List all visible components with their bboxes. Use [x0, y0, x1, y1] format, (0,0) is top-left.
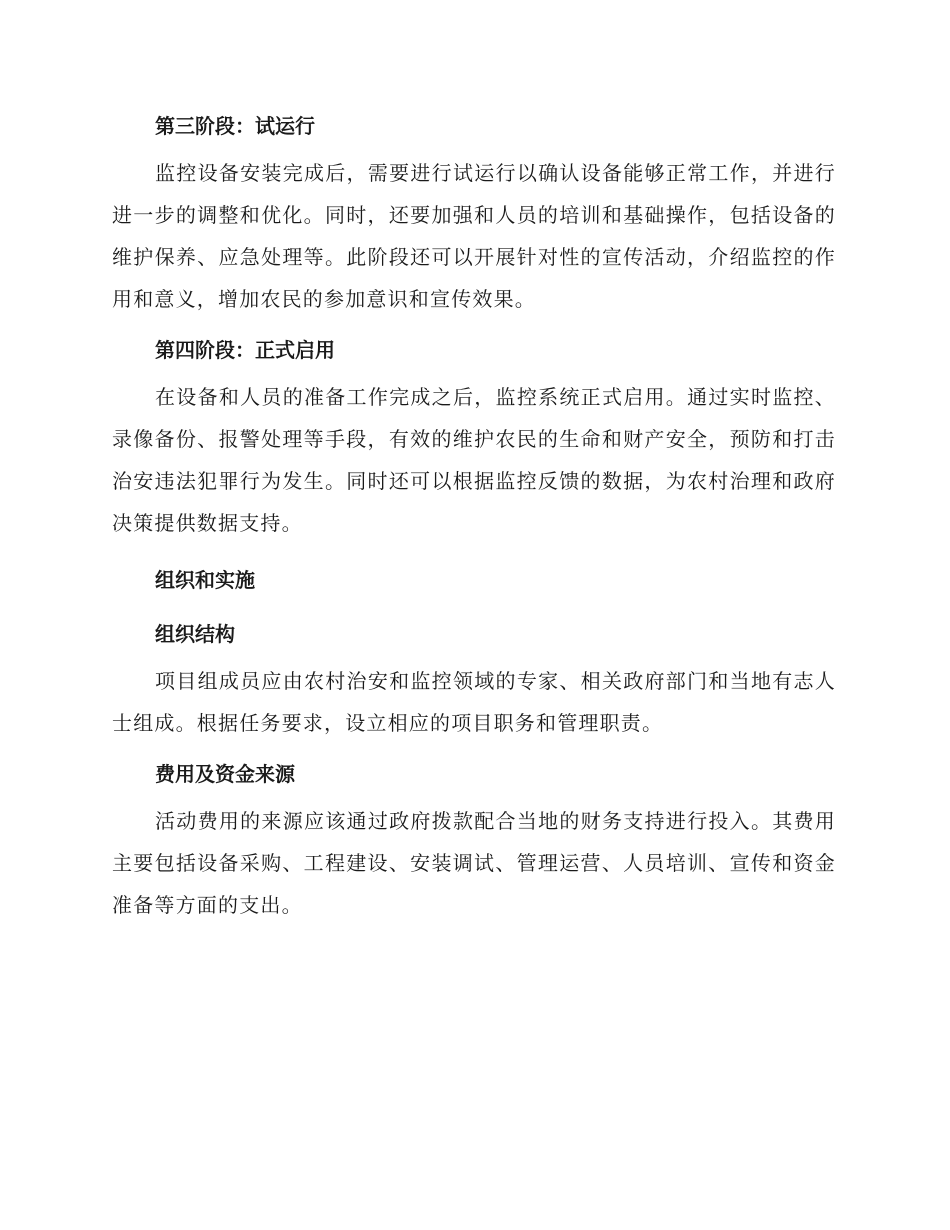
section-paragraph-stage-4: 在设备和人员的准备工作完成之后，监控系统正式启用。通过实时监控、录像备份、报警处理等手段，有效的维护农民的生命和财产安全，预防和打击治安违法犯罪行为发生。同时还可以根据监控反馈的数据，为农村治理和政府决策提供数据支持。 [112, 385, 836, 535]
section-heading-organization-implementation: 组织和实施 [155, 568, 255, 592]
section-paragraph-funding: 活动费用的来源应该通过政府拨款配合当地的财务支持进行投入。其费用主要包括设备采购、工程建设、安装调试、管理运营、人员培训、宣传和资金准备等方面的支出。 [112, 809, 836, 917]
section-heading-funding: 费用及资金来源 [155, 762, 295, 786]
document-body [112, 108, 836, 926]
section-heading-stage-3: 第三阶段：试运行 [155, 114, 315, 138]
section-heading-organization-structure: 组织结构 [155, 622, 235, 646]
section-paragraph-organization-structure: 项目组成员应由农村治安和监控领域的专家、相关政府部门和当地有志人士组成。根据任务要求，设立相应的项目职务和管理职责。 [112, 669, 836, 735]
section-heading-stage-4: 第四阶段：正式启用 [155, 338, 335, 362]
section-paragraph-stage-3: 监控设备安装完成后，需要进行试运行以确认设备能够正常工作，并进行进一步的调整和优化。同时，还要加强和人员的培训和基础操作，包括设备的维护保养、应急处理等。此阶段还可以开展针对性的宣传活动，介绍监控的作用和意义，增加农民的参加意识和宣传效果。 [112, 161, 836, 311]
